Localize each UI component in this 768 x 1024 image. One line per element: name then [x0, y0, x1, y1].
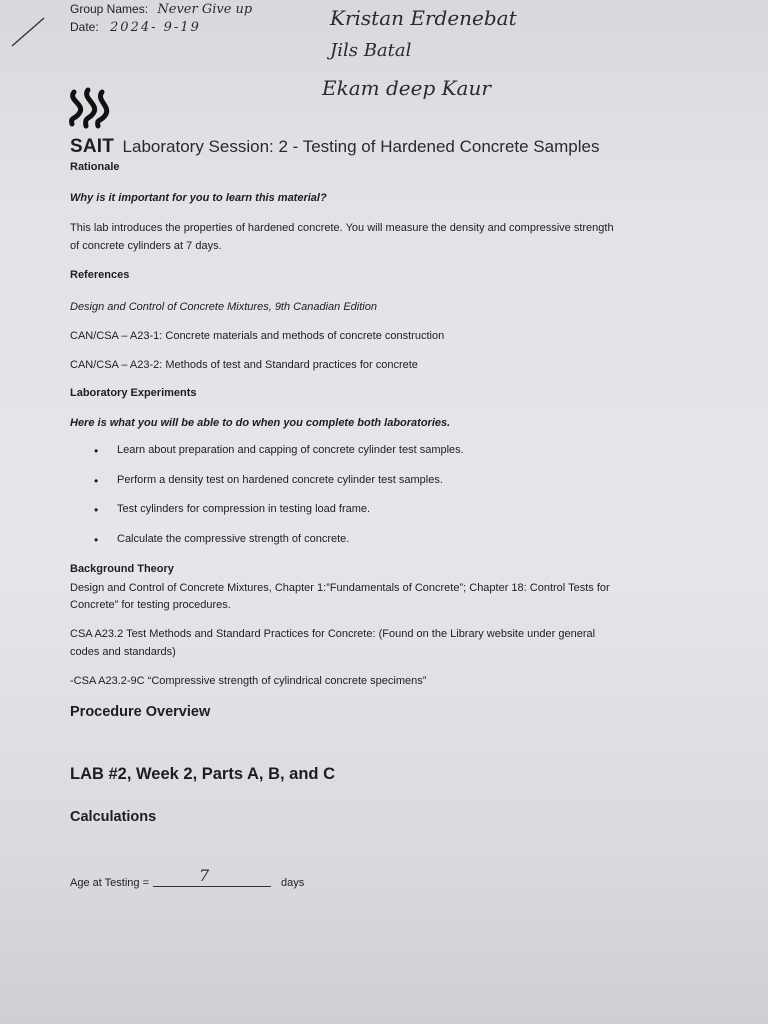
reference-item: Design and Control of Concrete Mixtures, 9th Canadian Edition — [70, 301, 377, 313]
background-heading: Background Theory — [70, 563, 174, 575]
csa-text-line-1: CSA A23.2 Test Methods and Standard Practices for Concrete: (Found on the Library website under general — [70, 628, 596, 640]
background-text-line-2: Concrete” for testing procedures. — [70, 599, 231, 611]
page-title: Laboratory Session: 2 - Testing of Hardened Concrete Samples — [122, 137, 600, 156]
sait-logo-icon — [66, 86, 112, 130]
sait-wordmark: SAIT — [70, 136, 115, 157]
group-names-label: Group Names: — [70, 2, 149, 16]
age-at-testing-row — [70, 866, 305, 889]
bullet-icon: • — [94, 473, 99, 488]
lab-experiments-intro: Here is what you will be able to do when you complete both laboratories. — [70, 417, 451, 429]
date-label: Date: — [70, 20, 99, 34]
list-item-text: Calculate the compressive strength of concrete. — [117, 533, 350, 546]
list-item — [94, 444, 464, 474]
age-label: Age at Testing = — [70, 877, 149, 889]
csa-9c-reference: -CSA A23.2-9C “Compressive strength of cylindrical concrete specimens” — [70, 675, 427, 687]
group-names-row — [70, 2, 252, 17]
references-heading: References — [70, 269, 130, 281]
rationale-text-line-1: This lab introduces the properties of hardened concrete. You will measure the density and compressive strength — [70, 222, 614, 234]
procedure-heading: Procedure Overview — [70, 704, 211, 720]
student-name-2: Jils Batal — [330, 40, 412, 61]
rationale-text-line-2: of concrete cylinders at 7 days. — [70, 240, 222, 252]
bullet-icon: • — [94, 533, 99, 548]
bullet-icon: • — [94, 503, 99, 518]
group-names-value: Never Give up — [157, 2, 253, 17]
lab-heading: LAB #2, Week 2, Parts A, B, and C — [70, 765, 335, 783]
age-field[interactable] — [153, 866, 271, 887]
background-text-line-1: Design and Control of Concrete Mixtures, Chapter 1:”Fundamentals of Concrete”; Chapter 18: Control Tests for — [70, 582, 610, 594]
list-item-text: Test cylinders for compression in testing load frame. — [117, 503, 371, 516]
age-value: 7 — [199, 866, 210, 885]
age-unit: days — [281, 877, 305, 889]
list-item — [94, 533, 464, 563]
check-mark-icon — [8, 14, 48, 50]
student-name-1: Kristan Erdenebat — [330, 6, 517, 30]
title-row — [70, 136, 599, 158]
date-row — [70, 20, 201, 35]
lab-experiments-heading: Laboratory Experiments — [70, 387, 197, 399]
rationale-heading: Rationale — [70, 161, 120, 173]
date-value: 2024- 9-19 — [110, 20, 201, 35]
reference-item: CAN/CSA – A23-1: Concrete materials and methods of concrete construction — [70, 330, 445, 342]
objectives-list — [94, 444, 464, 563]
reference-item: CAN/CSA – A23-2: Methods of test and Standard practices for concrete — [70, 359, 418, 371]
list-item — [94, 503, 464, 533]
csa-text-line-2: codes and standards) — [70, 646, 176, 658]
calculations-heading: Calculations — [70, 809, 157, 825]
rationale-question: Why is it important for you to learn this material? — [70, 192, 327, 204]
list-item-text: Perform a density test on hardened concrete cylinder test samples. — [117, 473, 443, 486]
student-name-3: Ekam deep Kaur — [322, 76, 491, 100]
list-item-text: Learn about preparation and capping of concrete cylinder test samples. — [117, 444, 464, 456]
list-item — [94, 474, 464, 504]
bullet-icon: • — [94, 444, 99, 458]
